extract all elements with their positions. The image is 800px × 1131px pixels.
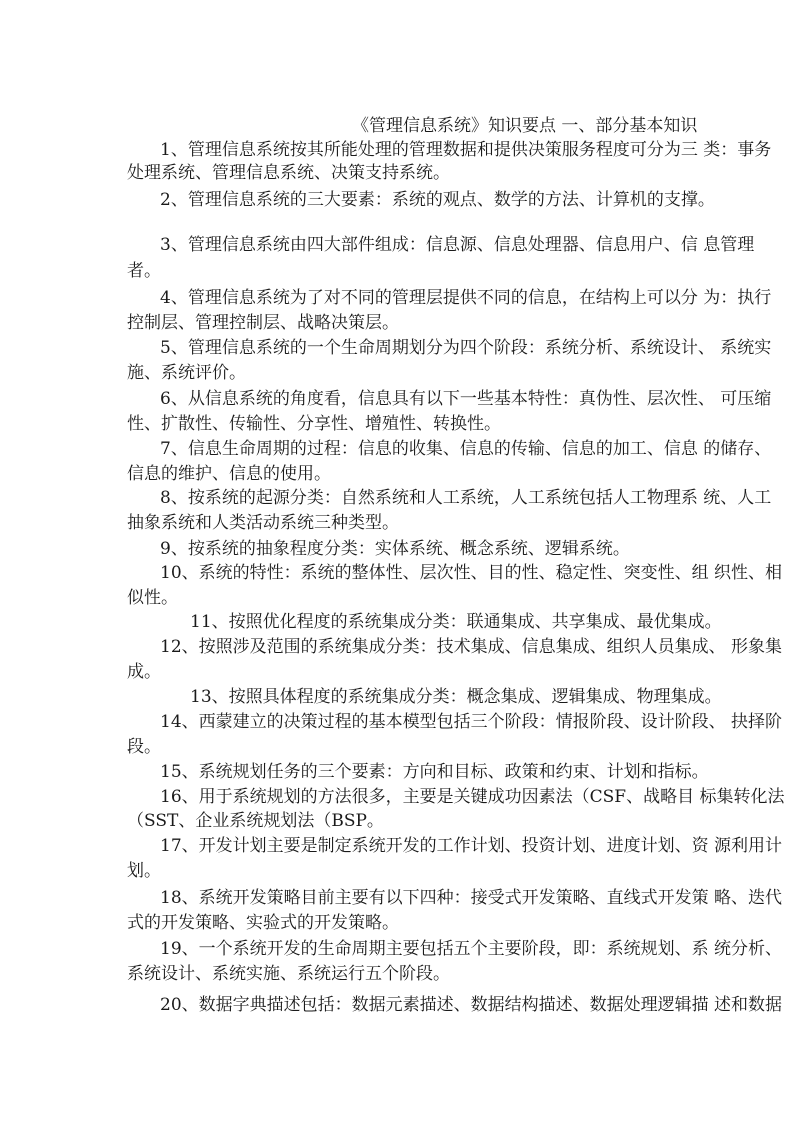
item-1-line-2: 处理系统、管理信息系统、决策支持系统。: [127, 163, 450, 183]
item-15-line-1: 15、系统规划任务的三个要素：方向和目标、政策和约束、计划和指标。: [160, 762, 709, 782]
item-14-line-2: 段。: [127, 737, 161, 757]
item-20-line-1: 20、数据字典描述包括：数据元素描述、数据结构描述、数据处理逻辑描 述和数据: [160, 995, 783, 1015]
item-19-line-1: 19、一个系统开发的生命周期主要包括五个主要阶段，即：系统规划、系 统分析、: [160, 939, 783, 959]
item-16-line-1: 16、用于系统规划的方法很多，主要是关键成功因素法（CSF、战略目 标集转化法: [160, 787, 785, 807]
item-5-line-1: 5、管理信息系统的一个生命周期划分为四个阶段：系统分析、系统设计、 系统实: [160, 338, 772, 358]
item-1-line-1: 1、管理信息系统按其所能处理的管理数据和提供决策服务程度可分为三 类：事务: [160, 140, 772, 160]
item-7-line-2: 信息的维护、信息的使用。: [127, 464, 331, 484]
item-11-line-1: 11、按照优化程度的系统集成分类：联通集成、共享集成、最优集成。: [190, 612, 722, 632]
item-7-line-1: 7、信息生命周期的过程：信息的收集、信息的传输、信息的加工、信息 的储存、: [160, 439, 772, 459]
item-19-line-2: 系统设计、系统实施、系统运行五个阶段。: [127, 964, 450, 984]
item-8-line-2: 抽象系统和人类活动系统三种类型。: [127, 513, 399, 533]
item-3-line-2: 者。: [127, 261, 161, 281]
item-6-line-2: 性、扩散性、传输性、分享性、增殖性、转换性。: [127, 414, 501, 434]
item-10-line-2: 似性。: [127, 588, 178, 608]
item-17-line-1: 17、开发计划主要是制定系统开发的工作计划、投资计划、进度计划、资 源利用计: [160, 836, 783, 856]
item-18-line-2: 式的开发策略、实验式的开发策略。: [127, 913, 399, 933]
item-5-line-2: 施、系统评价。: [127, 363, 246, 383]
item-2-line-1: 2、管理信息系统的三大要素：系统的观点、数学的方法、计算机的支撑。: [160, 190, 715, 210]
document-title: 《管理信息系统》知识要点 一、部分基本知识: [352, 116, 698, 136]
item-18-line-1: 18、系统开发策略目前主要有以下四种：接受式开发策略、直线式开发策 略、迭代: [160, 888, 783, 908]
item-9-line-1: 9、按系统的抽象程度分类：实体系统、概念系统、逻辑系统。: [160, 539, 630, 559]
item-6-line-1: 6、从信息系统的角度看，信息具有以下一些基本特性：真伪性、层次性、 可压缩: [160, 389, 772, 409]
item-12-line-1: 12、按照涉及范围的系统集成分类：技术集成、信息集成、组织人员集成、 形象集: [160, 637, 783, 657]
item-14-line-1: 14、西蒙建立的决策过程的基本模型包括三个阶段：情报阶段、设计阶段、 抉择阶: [160, 712, 783, 732]
item-16-line-2: （SST、企业系统规划法（BSP。: [127, 811, 384, 831]
item-8-line-1: 8、按系统的起源分类：自然系统和人工系统，人工系统包括人工物理系 统、人工: [160, 488, 772, 508]
item-4-line-1: 4、管理信息系统为了对不同的管理层提供不同的信息，在结构上可以分 为：执行: [160, 288, 772, 308]
item-13-line-1: 13、按照具体程度的系统集成分类：概念集成、逻辑集成、物理集成。: [190, 687, 722, 707]
item-4-line-2: 控制层、管理控制层、战略决策层。: [127, 313, 399, 333]
item-17-line-2: 划。: [127, 861, 161, 881]
item-12-line-2: 成。: [127, 662, 161, 682]
item-3-line-1: 3、管理信息系统由四大部件组成：信息源、信息处理器、信息用户、信 息管理: [160, 235, 755, 255]
item-10-line-1: 10、系统的特性：系统的整体性、层次性、目的性、稳定性、突变性、组 织性、相: [160, 563, 783, 583]
